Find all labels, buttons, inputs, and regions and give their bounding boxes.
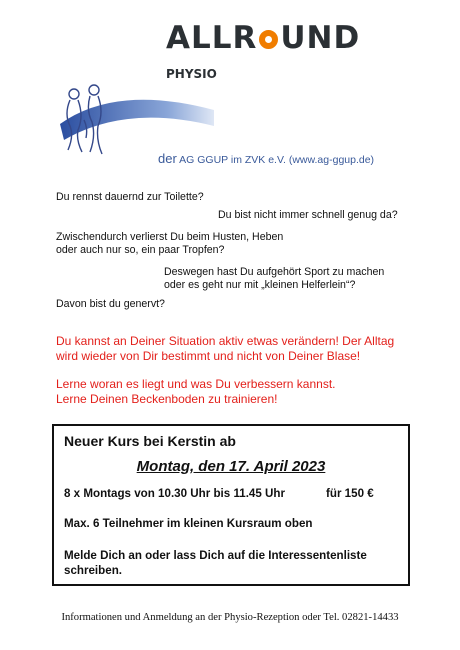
question-toilet: Du rennst dauernd zur Toilette? — [56, 191, 204, 203]
association-logo-graphic — [56, 80, 216, 158]
course-date: Montag, den 17. April 2023 — [136, 458, 326, 475]
course-title: Neuer Kurs bei Kerstin ab — [64, 433, 236, 449]
course-signup-line1: Melde Dich an oder lass Dich auf die Interessentenliste — [64, 549, 367, 562]
footer-contact: Informationen und Anmeldung an der Physio-Rezeption oder Tel. 02821-14433 — [61, 612, 399, 623]
course-schedule: 8 x Montags von 10.30 Uhr bis 11.45 Uhr — [64, 487, 286, 500]
logo-text-start: ALLR — [166, 20, 258, 56]
question-coughing-line2: oder auch nur so, ein paar Tropfen? — [56, 244, 225, 256]
question-sport-line2: oder es geht nur mit „kleinen Helferlein“? — [164, 279, 356, 291]
blue-arc-shape — [60, 100, 214, 140]
association-name: AG GGUP im ZVK e.V. (www.ag-ggup.de) — [179, 154, 375, 166]
logo-ring-icon — [259, 30, 278, 49]
course-participants: Max. 6 Teilnehmer im kleinen Kursraum oben — [64, 517, 313, 530]
association-prefix: der — [158, 151, 177, 166]
brand-subtitle: PHYSIO — [166, 67, 217, 81]
logo-text-end: UND — [280, 20, 361, 56]
course-signup-line2: schreiben. — [64, 564, 122, 577]
message-learn-line2: Lerne Deinen Beckenboden zu trainieren! — [56, 392, 278, 406]
question-sport-line1: Deswegen hast Du aufgehört Sport zu machen — [164, 266, 385, 278]
course-price: für 150 € — [326, 487, 374, 500]
message-change-line1: Du kannst an Deiner Situation aktiv etwas verändern! Der Alltag — [56, 334, 395, 348]
message-learn-line1: Lerne woran es liegt und was Du verbessern kannst. — [56, 377, 336, 391]
association-line — [158, 151, 374, 166]
message-change-line2: wird wieder von Dir bestimmt und nicht von Deiner Blase! — [56, 349, 361, 363]
question-coughing-line1: Zwischendurch verlierst Du beim Husten, Heben — [56, 231, 284, 243]
brand-logo — [166, 20, 360, 56]
question-annoyed: Davon bist du genervt? — [56, 298, 165, 310]
question-fast-enough: Du bist nicht immer schnell genug da? — [218, 209, 398, 221]
